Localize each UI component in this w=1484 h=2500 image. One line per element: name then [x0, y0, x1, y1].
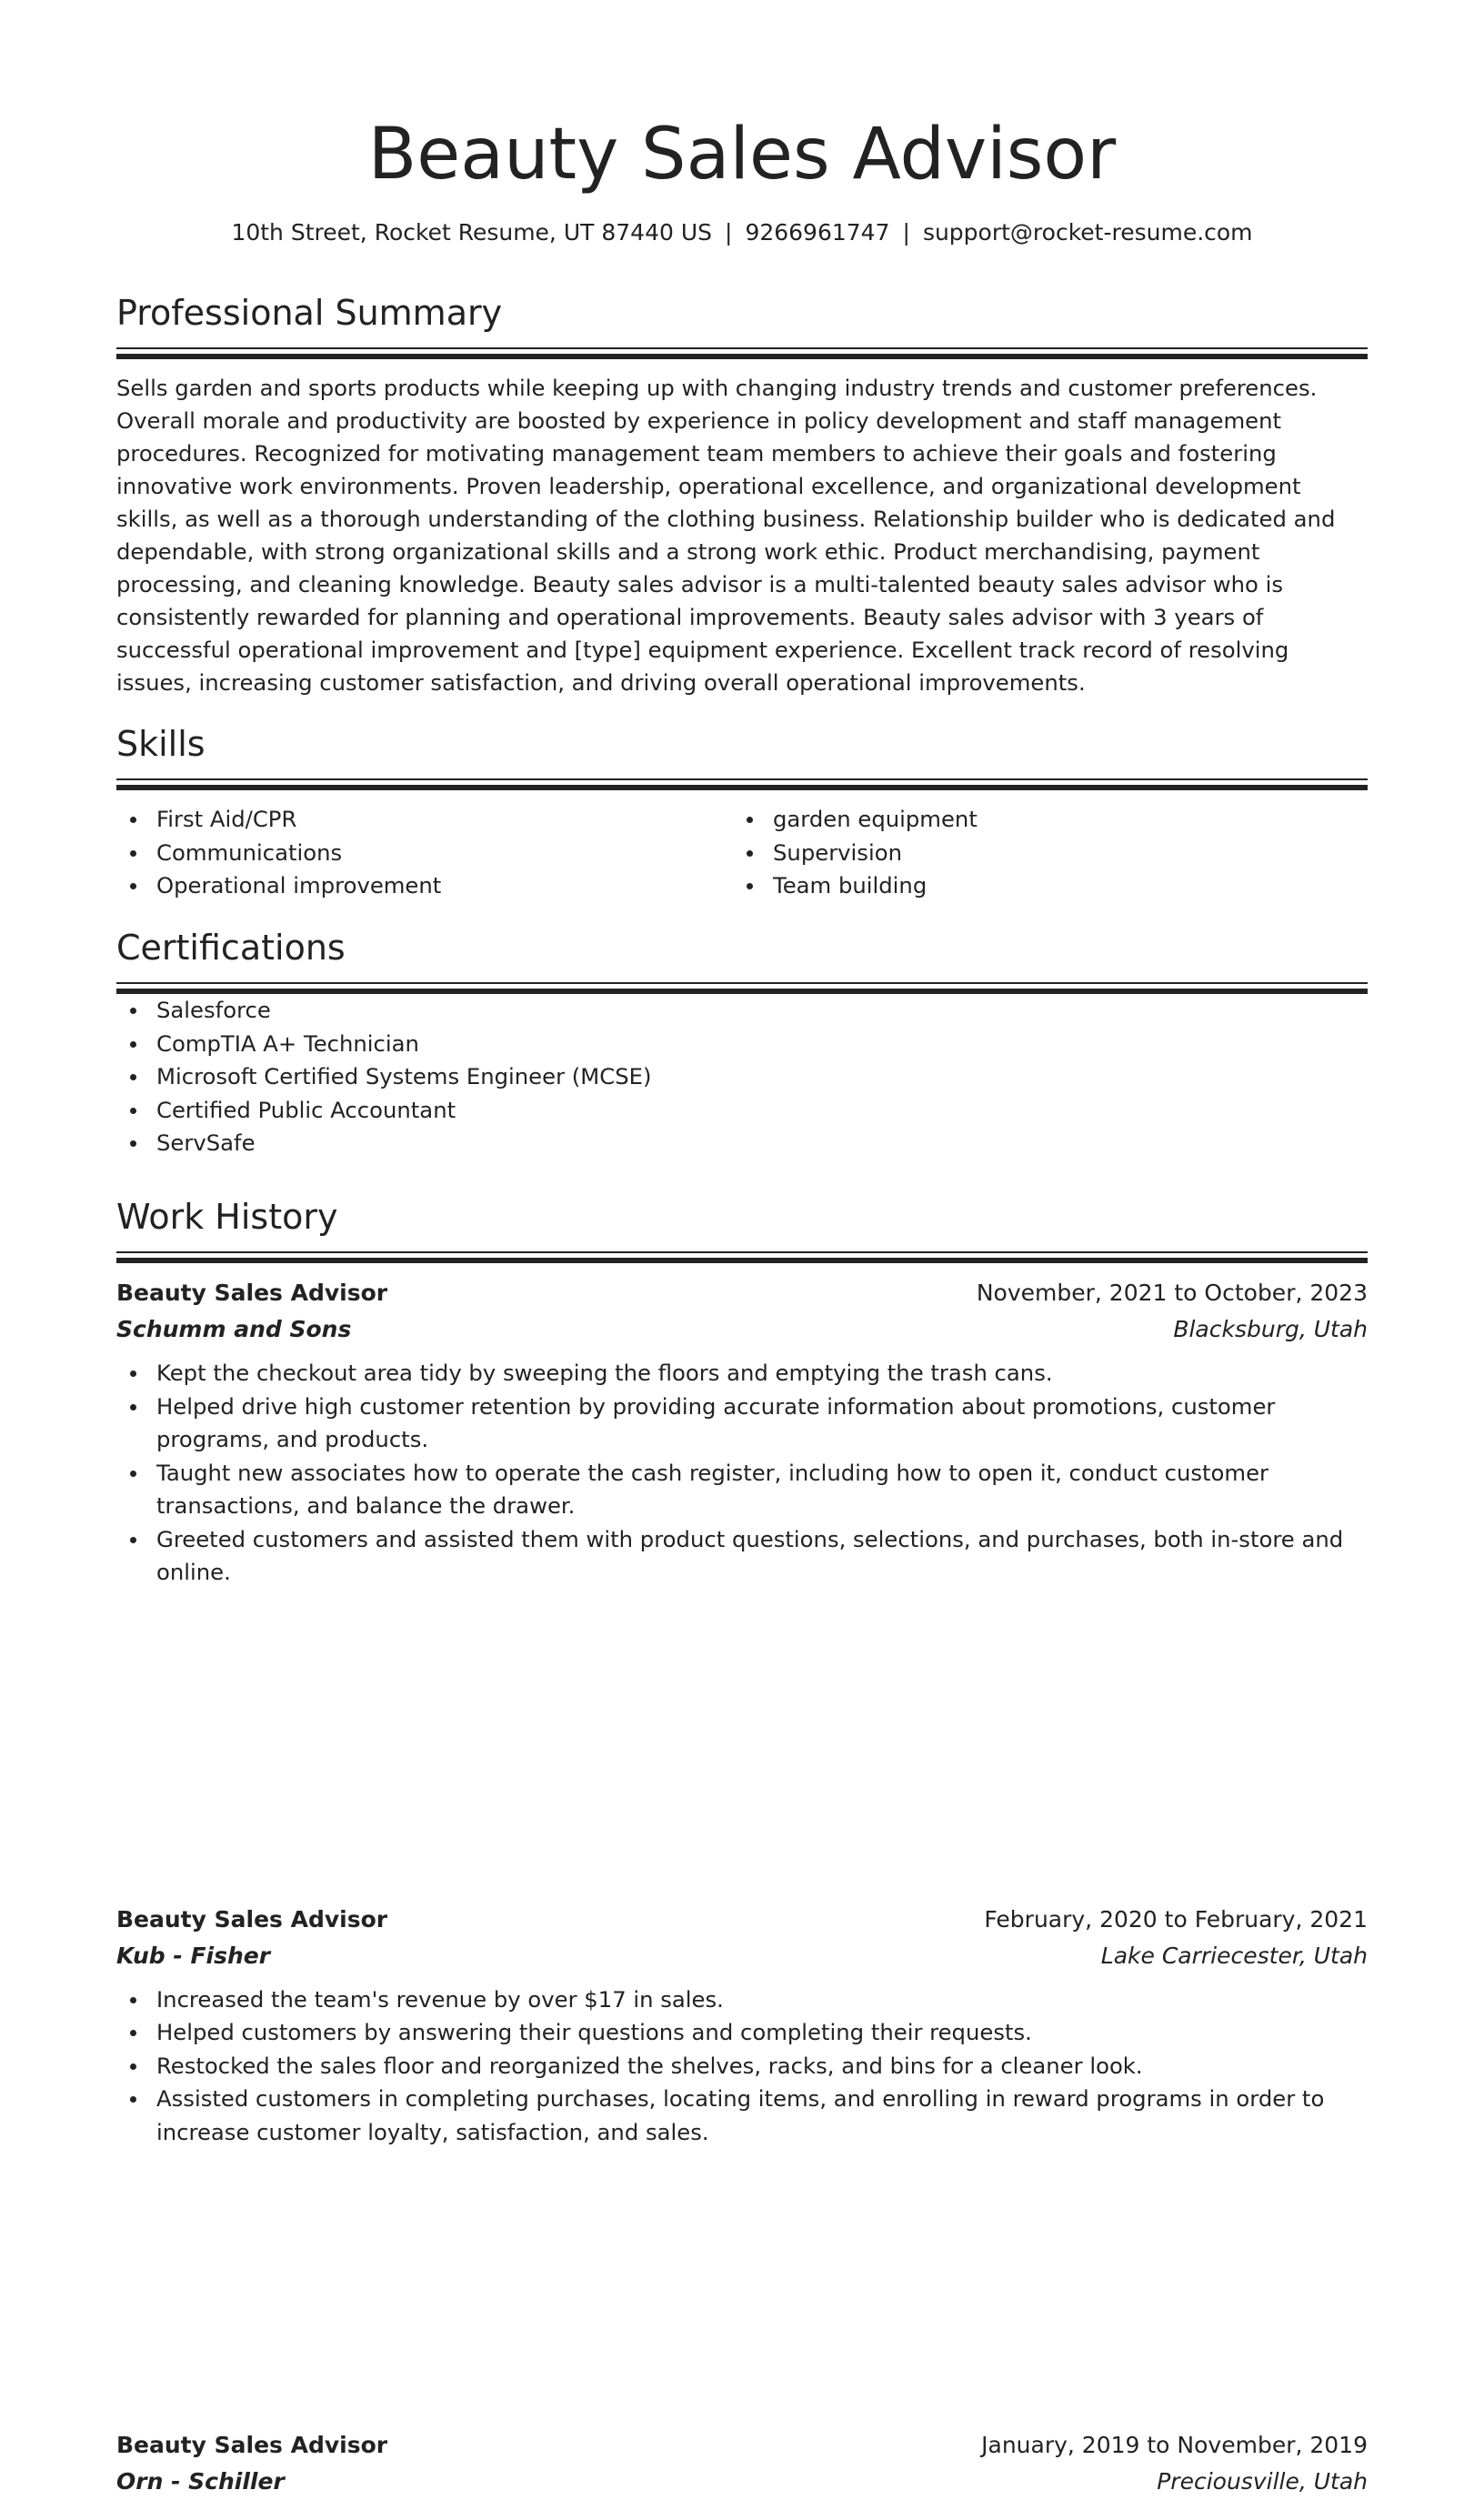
- job-duty-item: Greeted customers and assisted them with product questions, selections, and purchases, both in-store and online.: [116, 1523, 1368, 1590]
- job-dates: November, 2021 to October, 2023: [976, 1280, 1368, 1306]
- job-title: Beauty Sales Advisor: [116, 2432, 388, 2458]
- section-title-skills: Skills: [116, 724, 206, 764]
- section-divider: [116, 982, 1368, 984]
- contact-email[interactable]: support@rocket-resume.com: [922, 219, 1253, 246]
- skill-item: First Aid/CPR: [116, 803, 733, 837]
- job-entry: [116, 2427, 1368, 2500]
- job-entry: [116, 1275, 1368, 1590]
- section-divider: [116, 785, 1368, 790]
- section-divider: [116, 347, 1368, 349]
- work-history-section: [116, 1193, 1368, 1263]
- candidate-name: Beauty Sales Advisor: [367, 114, 1117, 196]
- skill-item: garden equipment: [733, 803, 1349, 837]
- job-duty-item: Helped customers by answering their questions and completing their requests.: [116, 2016, 1368, 2050]
- skill-item: Supervision: [733, 837, 1349, 870]
- job-entry: [116, 1902, 1368, 2150]
- contact-phone: 9266961747: [745, 219, 890, 246]
- job-location: Preciousville, Utah: [1157, 2468, 1368, 2495]
- job-header-row: [116, 1902, 1368, 1938]
- job-company: Schumm and Sons: [116, 1316, 352, 1342]
- skills-columns: [116, 803, 1368, 903]
- job-subheader-row: [116, 1311, 1368, 1348]
- skills-section: [116, 720, 1368, 903]
- job-duty-item: Assisted customers in completing purchases, locating items, and enrolling in reward programs in order to increase customer loyalty, satisfaction, and sales.: [116, 2083, 1368, 2149]
- certification-item: Microsoft Certified Systems Engineer (MCSE): [116, 1060, 1368, 1094]
- job-dates: January, 2019 to November, 2019: [981, 2432, 1368, 2458]
- contact-address: 10th Street, Rocket Resume, UT 87440 US: [231, 219, 712, 246]
- job-duty-item: Increased the team's revenue by over $17 in sales.: [116, 1983, 1368, 2017]
- section-title-summary: Professional Summary: [116, 293, 503, 333]
- job-duty-item: Helped drive high customer retention by providing accurate information about promotions, customer programs, and products.: [116, 1391, 1368, 1457]
- contact-separator: |: [725, 219, 733, 246]
- job-title: Beauty Sales Advisor: [116, 1280, 388, 1306]
- job-location: Blacksburg, Utah: [1173, 1316, 1368, 1342]
- section-title-work-history: Work History: [116, 1197, 338, 1237]
- summary-text: Sells garden and sports products while keeping up with changing industry trends and customer preferences. Overall morale and productivity are boosted by experience in policy development and staff management procedures. Recognized for motivating management team members to achieve their goals and fostering innovative work environments. Proven leadership, operational excellence, and organizational development skills, as well as a thorough understanding of the clothing business. Relationship builder who is dedicated and dependable, with strong organizational skills and a strong work ethic. Product merchandising, payment processing, and cleaning knowledge. Beauty sales advisor is a multi-talented beauty sales advisor who is consistently rewarded for planning and operational improvements. Beauty sales advisor with 3 years of successful operational improvement and [type] equipment experience. Excellent track record of resolving issues, increasing customer satisfaction, and driving overall operational improvements.: [116, 375, 1336, 696]
- job-subheader-row: [116, 1938, 1368, 1974]
- summary-section: [116, 289, 1368, 699]
- section-divider: [116, 354, 1368, 359]
- job-header-row: [116, 1275, 1368, 1311]
- job-duty-item: Kept the checkout area tidy by sweeping the floors and emptying the trash cans.: [116, 1357, 1368, 1391]
- contact-separator: |: [902, 219, 910, 246]
- skill-item: Communications: [116, 837, 733, 870]
- certification-item: ServSafe: [116, 1127, 1368, 1160]
- certification-item: Certified Public Accountant: [116, 1094, 1368, 1128]
- section-title-certifications: Certifications: [116, 928, 346, 968]
- job-title: Beauty Sales Advisor: [116, 1905, 388, 1933]
- section-divider: [116, 1258, 1368, 1263]
- resume-page: [116, 0, 1368, 2495]
- job-duties: [116, 1983, 1368, 2150]
- job-subheader-row: [116, 2464, 1368, 2500]
- job-company: Kub - Fisher: [116, 1942, 271, 1969]
- certification-item: Salesforce: [116, 994, 1368, 1028]
- certifications-list: [116, 994, 1368, 1160]
- skill-item: Team building: [733, 869, 1349, 903]
- job-duties: [116, 1357, 1368, 1590]
- skill-item: Operational improvement: [116, 869, 733, 903]
- job-location: Lake Carriecester, Utah: [1100, 1942, 1368, 1969]
- job-header-row: [116, 2427, 1368, 2464]
- section-divider: [116, 778, 1368, 780]
- section-divider: [116, 1251, 1368, 1253]
- certifications-section: [116, 924, 1368, 1160]
- job-dates: February, 2020 to February, 2021: [984, 1905, 1368, 1933]
- job-duty-item: Taught new associates how to operate the cash register, including how to open it, conduct customer transactions, and balance the drawer.: [116, 1457, 1368, 1523]
- job-duty-item: Restocked the sales floor and reorganized the shelves, racks, and bins for a cleaner look.: [116, 2050, 1368, 2083]
- certification-item: CompTIA A+ Technician: [116, 1028, 1368, 1061]
- job-company: Orn - Schiller: [116, 2468, 285, 2495]
- contact-line: [116, 215, 1368, 251]
- skills-list-left: [116, 803, 733, 903]
- skills-list-right: [733, 803, 1349, 903]
